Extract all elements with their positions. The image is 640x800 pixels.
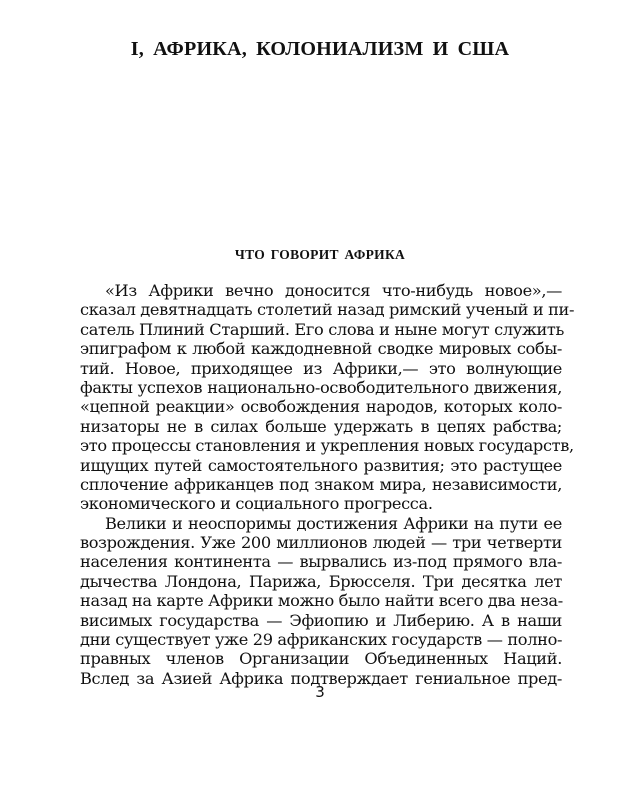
text-line: ищущих путей самостоятельного развития; это растущее: [80, 455, 562, 475]
chapter-title: I, АФРИКА, КОЛОНИАЛИЗМ И США: [130, 38, 510, 60]
text-line: населения континента — вырвались из-под прямого вла-: [80, 552, 562, 572]
text-line: низаторы не в силах больше удержать в цепях рабства;: [80, 416, 562, 436]
text-line: тий. Новое, приходящее из Африки,— это волнующие: [80, 358, 562, 378]
text-line: факты успехов национально-освободительного движения,: [80, 377, 562, 397]
text-line: «Из Африки вечно доносится что-нибудь новое»,—: [105, 281, 562, 300]
text-line: «цепной реакции» освобождения народов, которых коло-: [80, 397, 562, 417]
text-line: висимых государства — Эфиопию и Либерию. А в наши: [80, 610, 562, 630]
text-line: это процессы становления и укрепления новых государств,: [80, 436, 574, 456]
text-line: правных членов Организации Объединенных Наций.: [80, 649, 562, 669]
text-line: дычества Лондона, Парижа, Брюсселя. Три десятка лет: [80, 571, 562, 591]
text-line: сплочение африканцев под знаком мира, независимости,: [80, 474, 562, 494]
text-line: назад на карте Африки можно было найти всего два неза-: [80, 591, 563, 611]
text-line: Вслед за Азией Африка подтверждает гениальное пред-: [80, 668, 562, 688]
page-number: 3: [315, 683, 325, 701]
text-line: экономического и социального прогресса.: [80, 494, 433, 514]
text-line: возрождения. Уже 200 миллионов людей — три четверти: [80, 533, 562, 553]
body-text: [80, 281, 575, 688]
section-title: ЧТО ГОВОРИТ АФРИКА: [234, 247, 406, 262]
text-line: сатель Плиний Старший. Его слова и ныне могут служить: [80, 319, 564, 339]
text-line: дни существует уже 29 африканских государств — полно-: [80, 630, 563, 650]
text-line: Велики и неоспоримы достижения Африки на пути ее: [105, 513, 562, 533]
text-line: сказал девятнадцать столетий назад римский ученый и пи-: [80, 300, 575, 320]
text-line: эпиграфом к любой каждодневной сводке мировых собы-: [80, 339, 562, 359]
